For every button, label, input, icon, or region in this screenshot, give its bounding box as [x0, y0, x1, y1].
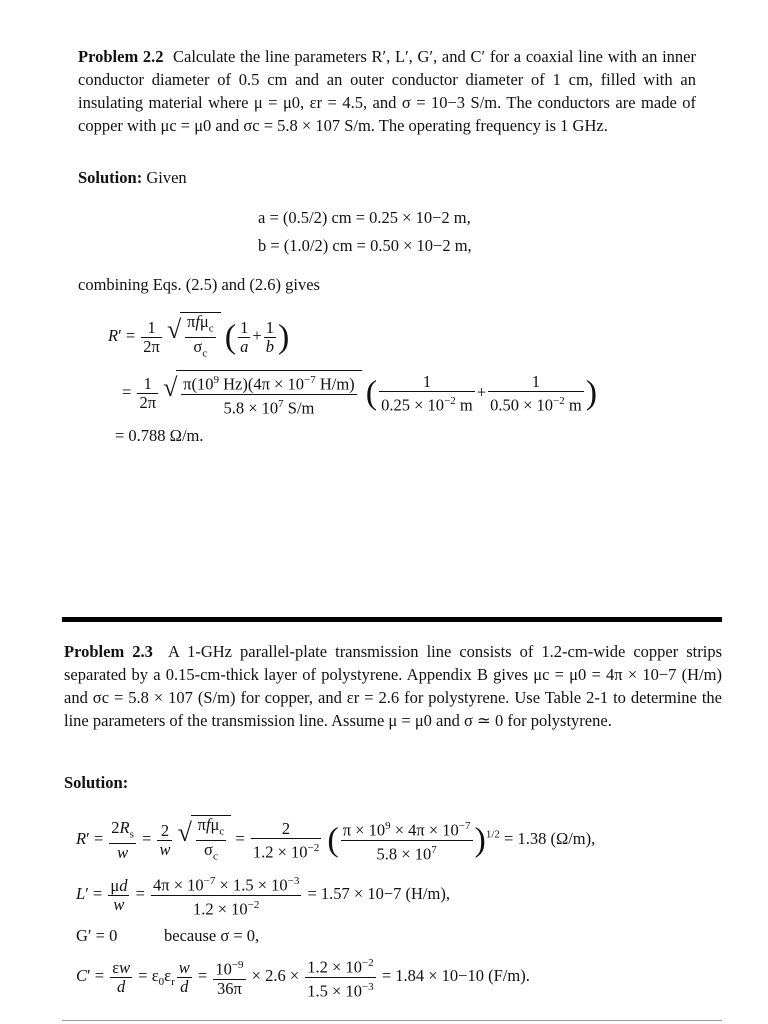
- r-prime-2-3-result: = 1.38 (Ω/m),: [504, 829, 596, 849]
- combining-text: combining Eqs. (2.5) and (2.6) gives: [78, 275, 320, 294]
- solution-2-2: [78, 168, 187, 188]
- problem-2-3-statement: [64, 640, 722, 732]
- r-prime-formula: R′ = $\frac{1}{2\pi}$ √ πfμ$_c$ $\sigma_c$ ( $\frac{1}{a}$ + $\frac{1}{b}$ ): [108, 312, 289, 363]
- g-prime-because: because σ = 0,: [164, 926, 260, 945]
- c-prime-result: = 1.84 × 10−10 (F/m).: [381, 965, 530, 985]
- problem-2-3-heading: Problem 2.3: [64, 642, 153, 661]
- solution-label: Solution:: [78, 168, 143, 187]
- l-prime-equation: L′ = $\frac{\mu d}{w}$ = $\frac{4\pi \times 10^{-7} \times 1.5 \times 10^{-3}}{1.2 \times 10^{-2}}$ = 1.57 × 10−7 (H/m),: [76, 872, 450, 918]
- bottom-divider: [62, 1020, 722, 1021]
- problem-2-2-statement: [78, 45, 696, 137]
- g-prime-line: G′ = 0: [76, 926, 118, 945]
- r-prime-substitution: = $\frac{1}{2\pi}$ √ $\frac{\pi(10^9 Hz)(4\pi \times 10^{-7} H/m)}{5.8 \times 10^7 S/m}$ ( $\frac{1}{0.25 \times 10^{-2} m}$ + $\frac{1}{0.50 \times 10^{-2} m}$ ): [122, 370, 597, 417]
- r-prime-2-3-equation: R′ = $\frac{2R_s}{w}$ = $\frac{2}{w}$ √ πfμ$_c$ $\sigma_c$ = $\frac{2}{1.2 \times 10^{-2}}$ ( $\frac{\pi \times 10^9 \times 4\pi \times 10^{-7}}{5.8 \times 10^7}$ )$^{1/2}$ = 1.38 (Ω/m),: [76, 815, 595, 866]
- c-prime-equation: C′ = $\frac{\varepsilon w}{d}$ = $\varepsilon_0\varepsilon_r$ $\frac{w}{d}$ = $\frac{10^{-9}}{36\pi}$ × 2.6 × $\frac{1.2 \times 10^{-2}}{1.5 \times 10^{-3}}$ = 1.84 × 10−10 (F/m).: [76, 954, 530, 1000]
- equation-b: b = (1.0/2) cm = 0.50 × 10−2 m,: [258, 236, 472, 255]
- solution-given: Given: [146, 168, 187, 187]
- problem-2-2-text: Calculate the line parameters R′, L′, G′, and C′ for a coaxial line with an inner conductor diameter of 0.5 cm and an outer conductor diameter of 1 cm, filled with an insulating material where μ = μ0, εr = 4.5, and σ = 10−3 S/m. The conductors are made of copper with μc = μ0 and σc = 5.8 × 107 S/m. The operating frequency is 1 GHz.: [78, 47, 696, 135]
- equation-a: a = (0.5/2) cm = 0.25 × 10−2 m,: [258, 208, 471, 227]
- section-divider: [62, 617, 722, 622]
- solution-2-3-label: Solution:: [64, 773, 129, 792]
- problem-2-3-text: A 1-GHz parallel-plate transmission line consists of 1.2-cm-wide copper strips separated by a 0.15-cm-thick layer of polystyrene. Appendix B gives μc = μ0 = 4π × 10−7 (H/m) and σc = 5.8 × 107 (S/m) for copper, and εr = 2.6 for polystyrene. Use Table 2-1 to determine the line parameters of the transmission line. Assume μ = μ0 and σ ≃ 0 for polystyrene.: [64, 642, 723, 730]
- problem-2-2-heading: Problem 2.2: [78, 47, 164, 66]
- l-prime-result: = 1.57 × 10−7 (H/m),: [307, 883, 450, 903]
- r-prime-result: = 0.788 Ω/m.: [115, 426, 204, 445]
